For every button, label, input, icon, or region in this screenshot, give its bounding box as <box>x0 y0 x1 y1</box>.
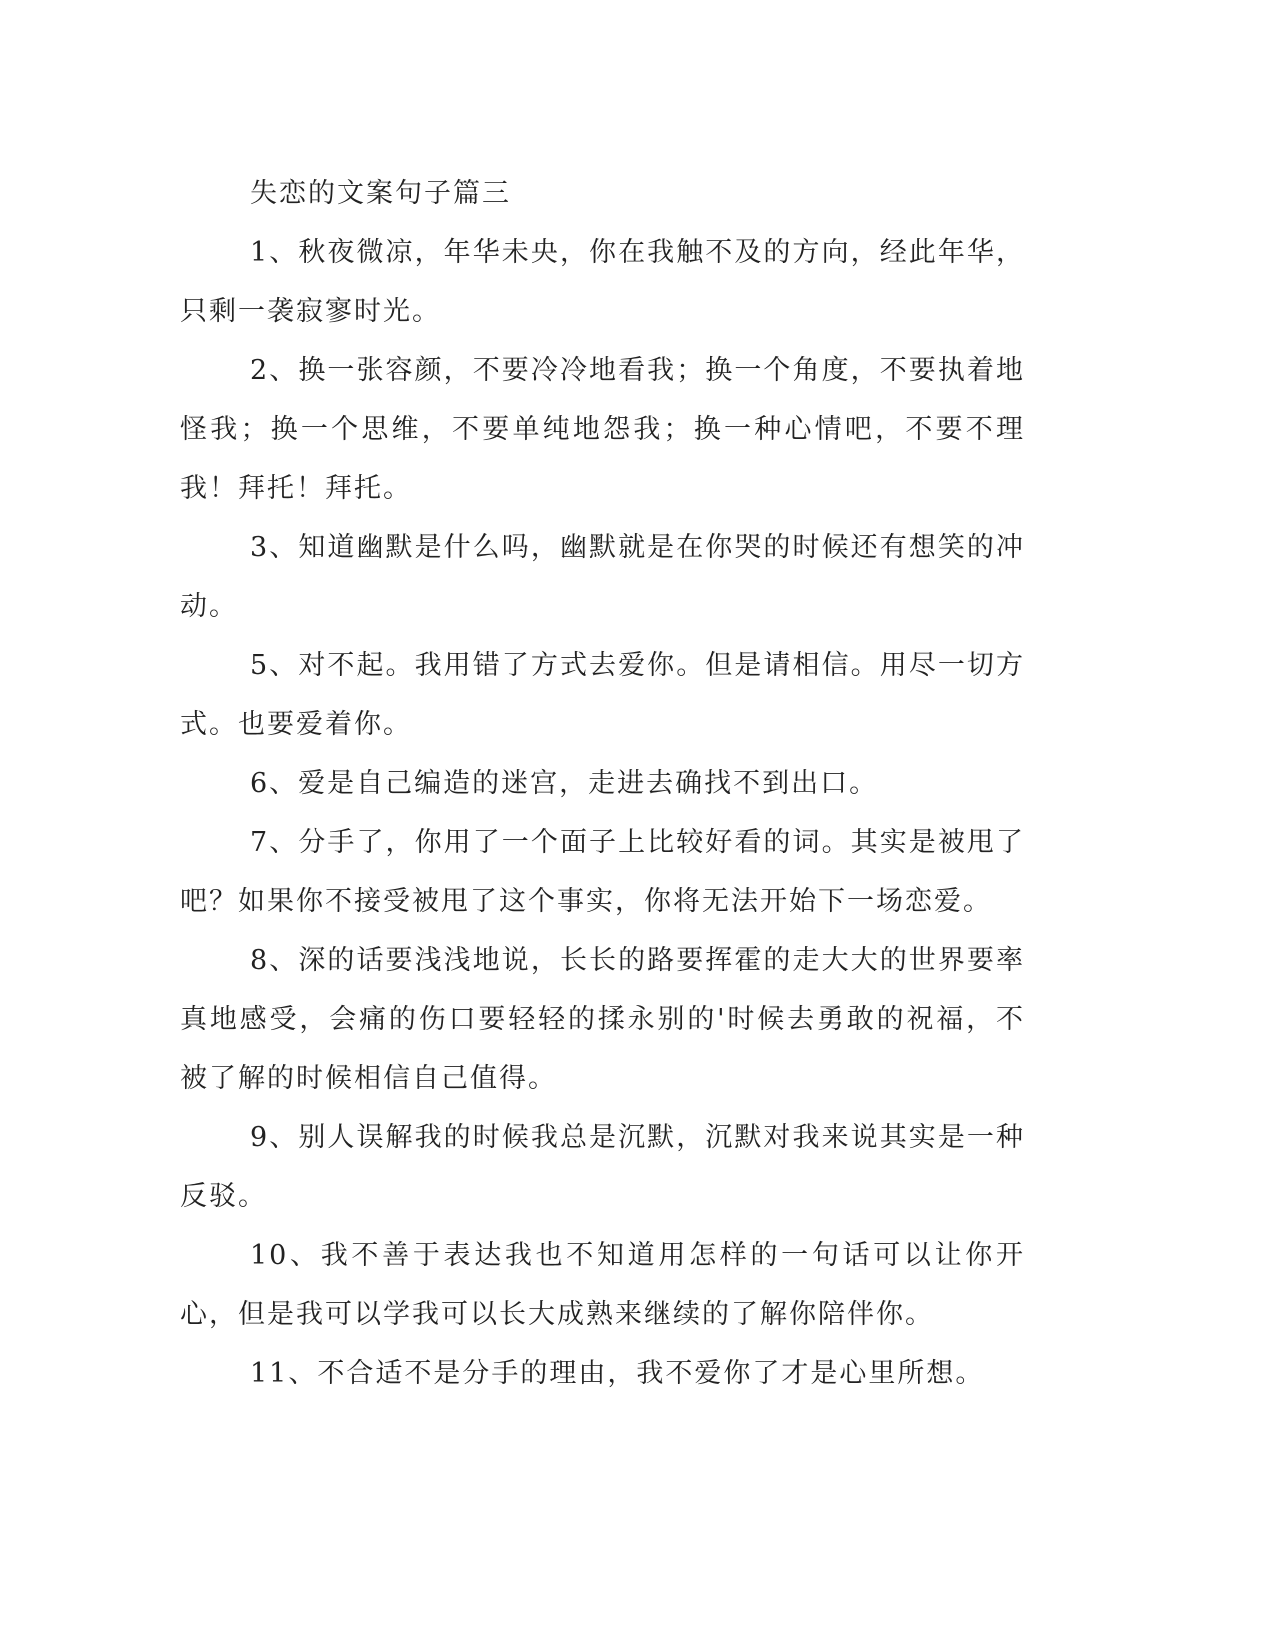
paragraph-11: 11、不合适不是分手的理由，我不爱你了才是心里所想。 <box>250 1358 985 1389</box>
paragraph-9: 9、别人误解我的时候我总是沉默，沉默对我来说其实是一种反驳。 <box>180 1122 1025 1212</box>
document-title: 失恋的文案句子篇三 <box>250 178 511 209</box>
paragraph-5: 5、对不起。我用错了方式去爱你。但是请相信。用尽一切方式。也要爱着你。 <box>180 650 1025 740</box>
paragraph-6: 6、爱是自己编造的迷宫，走进去确找不到出口。 <box>250 768 879 799</box>
paragraph-1: 1、秋夜微凉，年华未央，你在我触不及的方向，经此年华，只剩一袭寂寥时光。 <box>180 237 1025 327</box>
paragraph-7: 7、分手了，你用了一个面子上比较好看的词。其实是被甩了吧？如果你不接受被甩了这个事实，你将无法开始下一场恋爱。 <box>180 827 1025 917</box>
document-body <box>180 164 1025 1403</box>
paragraph-3: 3、知道幽默是什么吗，幽默就是在你哭的时候还有想笑的冲动。 <box>180 532 1025 622</box>
paragraph-8: 8、深的话要浅浅地说，长长的路要挥霍的走大大的世界要率真地感受，会痛的伤口要轻轻的揉永别的'时候去勇敢的祝福，不被了解的时候相信自己值得。 <box>180 945 1025 1094</box>
paragraph-10: 10、我不善于表达我也不知道用怎样的一句话可以让你开心，但是我可以学我可以长大成熟来继续的了解你陪伴你。 <box>180 1240 1025 1330</box>
paragraph-2: 2、换一张容颜，不要冷冷地看我；换一个角度，不要执着地怪我；换一个思维，不要单纯地怨我；换一种心情吧，不要不理我！拜托！拜托。 <box>180 355 1025 504</box>
